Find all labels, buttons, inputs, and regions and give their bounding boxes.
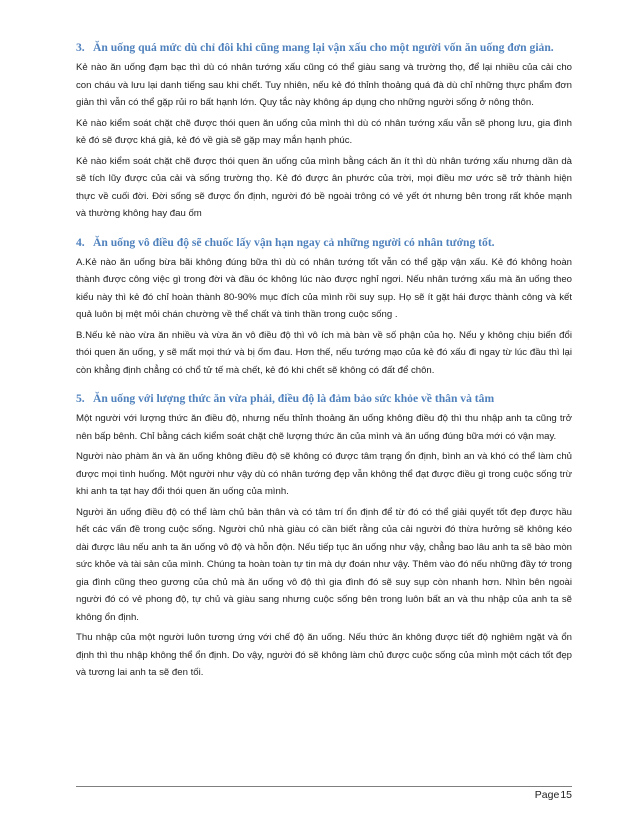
section-4-paragraph-b: B.Nếu kẻ nào vừa ăn nhiều và vừa ăn vô điều độ thì vô ích mà bàn về số phận của họ. Nếu y không chịu biến đổi thói quen ăn uống, y sẽ mất mọi thứ và bị ốm đau. Hơn thế, nếu tướng mạo của kẻ đó xấu đi ngay từ lúc đầu thì lại còn khẳng định chẳng có chổ tử tế mà chết, kẻ đó khi chết sẽ không có đất để chôn. bbox=[76, 329, 572, 376]
section-4-title: Ăn uống vô điều độ sẽ chuốc lấy vận hạn ngay cả những người có nhân tướng tốt. bbox=[93, 235, 495, 249]
section-3-title: Ăn uống quá mức dù chỉ đôi khi cũng mang lại vận xấu cho một người vốn ăn uống đơn giản. bbox=[93, 41, 554, 54]
footer-divider bbox=[76, 786, 572, 787]
section-4-heading bbox=[76, 235, 572, 250]
section-5-title: Ăn uống với lượng thức ăn vừa phải, điều độ là đảm bảo sức khỏe về thân và tâm bbox=[93, 392, 495, 405]
section-3-paragraph-2: Kẻ nào kiểm soát chặt chẽ được thói quen ăn uống của mình thì dù có nhân tướng xấu vẫn sẽ phong lưu, gia đình kẻ đó sẽ được khá giả, kẻ đó về già sẽ gặp may mắn hạnh phúc. bbox=[76, 117, 572, 146]
page-content bbox=[76, 40, 572, 682]
section-5-paragraph-3: Người ăn uống điều độ có thể làm chủ bản thân và có tâm trí ổn định để từ đó có thể giải quyết tốt đẹp được hầu hết các vấn đề trong cuộc sống. Người chủ nhà giàu có cần biết rằng của cải người đó thừa hưởng sẽ không kéo dài được lâu nếu anh ta ăn uống vô độ và hỗn độn. Nếu tiếp tục ăn uống như vậy, chẳng bao lâu anh ta sẽ bào mòn sức khỏe và tài sản của mình. Chúng ta hoàn toàn tự tin mà dự đoán như vậy. Thêm vào đó nếu những đầy tớ trong gia đình cũng theo gương của chủ mà ăn uống vô độ thì gia đình đó sẽ suy sụp còn nhanh hơn. Nhìn bên ngoài người đó có vẻ phong độ, tự chủ và giàu sang nhưng cuộc sống bên trong luôn bất an và thu nhập của anh ta sẽ không ổn định. bbox=[76, 506, 572, 623]
section-5-number: 5. bbox=[76, 392, 85, 405]
section-3-paragraph-1: Kẻ nào ăn uống đạm bạc thì dù có nhân tướng xấu cũng có thể giàu sang và trường thọ, để lại nhiều của cải cho con cháu và lưu lại danh tiếng sau khi chết. Tuy nhiên, nếu kẻ đó thỉnh thoảng quá đà dù chỉ những thực phẩm đơn giản thì vẫn có thể gặp rủi ro bất hạnh lớn. Quy tắc này không áp dụng cho những người sống ở nông thôn. bbox=[76, 62, 572, 108]
section-3-number: 3. bbox=[76, 41, 85, 54]
section-4-number: 4. bbox=[76, 235, 85, 249]
page-number: 15 bbox=[560, 789, 572, 801]
page-footer bbox=[535, 789, 572, 801]
section-5-paragraph-1: Một người với lượng thức ăn điều độ, nhưng nếu thỉnh thoảng ăn uống không điều độ thì thu nhập anh ta cũng trở nên bấp bênh. Chỉ bằng cách kiểm soát chặt chẽ lượng thức ăn của mình và ăn uống đúng bữa mới có vận may. bbox=[76, 413, 572, 442]
section-5-paragraph-4: Thu nhập của một người luôn tương ứng với chế độ ăn uống. Nếu thức ăn không được tiết độ nghiêm ngặt và ổn định thì thu nhập không thể ổn định. Do vậy, người đó sẽ không làm chủ được cuộc sống của mình một cách tốt đẹp và tương lai anh ta sẽ đen tối. bbox=[76, 632, 572, 678]
section-5-heading bbox=[76, 391, 572, 406]
section-4-paragraph-a: A.Kẻ nào ăn uống bừa bãi không đúng bữa thì dù có nhân tướng tốt vẫn có thể gặp vận xấu. Kẻ đó không hoàn thành được công việc gì trong đời và đầu óc không lúc nào được nghỉ ngơi. Nếu nhân tướng xấu mà ăn uống theo kiểu này thì kẻ đó chỉ hoàn thành 80-90% mục đích của mình rồi suy sụp. Họ sẽ ít gặt hái được thành công và kết quả luôn bị mệt mỏi chán chường về thể chất và tinh thần trong cuộc sống . bbox=[76, 256, 572, 320]
page-label: Page bbox=[534, 789, 560, 801]
section-5-paragraph-2: Người nào phàm ăn và ăn uống không điều độ sẽ không có được tâm trạng ổn định, bình an và khó có thể làm chủ được mọi tình huống. Một người như vậy dù có nhân tướng đẹp vẫn không thể đạt được điều gì trong cuộc sống trừ khi anh ta tạt hay đổi thói quen ăn uống của mình. bbox=[76, 451, 572, 497]
section-3-paragraph-3: Kẻ nào kiểm soát chặt chẽ được thói quen ăn uống của mình bằng cách ăn ít thì dù nhân tướng xấu nhưng dần dà sẽ tích lũy được của cải và sống trường thọ. Kẻ đó được ân phước của trời, mọi điều mơ ước sẽ trở thành hiện thực về cuối đời. Đời sống sẽ được ổn định, người đó bề ngoài trông có vẻ yết ớt nhưng bên trong rất khỏe mạnh và thường không hay đau ốm bbox=[76, 155, 572, 219]
section-3-heading bbox=[76, 40, 572, 55]
